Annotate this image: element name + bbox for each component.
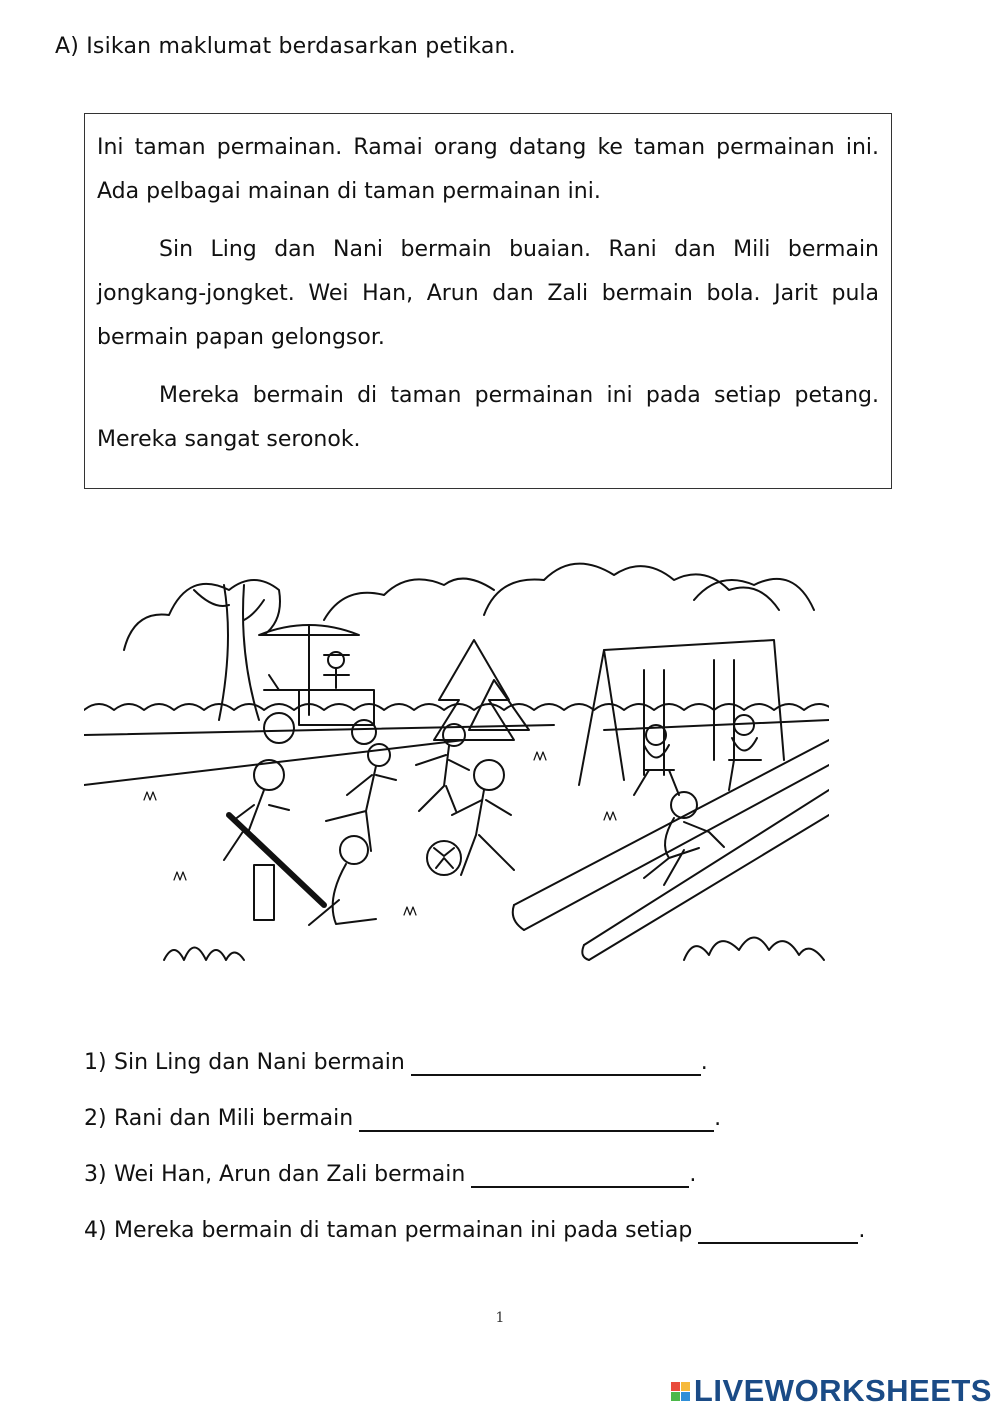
question-1 — [84, 1050, 964, 1106]
answer-blank-4[interactable] — [698, 1218, 858, 1244]
question-text: Rani dan Mili bermain — [114, 1106, 354, 1131]
answer-blank-3[interactable] — [471, 1162, 689, 1188]
question-4 — [84, 1218, 964, 1274]
passage-paragraph-3: Mereka bermain di taman permainan ini pada setiap petang. Mereka sangat seronok. — [97, 383, 879, 452]
question-end: . — [858, 1218, 866, 1243]
page-number: 1 — [495, 1310, 505, 1326]
answer-blank-1[interactable] — [411, 1050, 701, 1076]
brand-text: LIVEWORKSHEETS — [693, 1373, 992, 1408]
answer-blank-2[interactable] — [359, 1106, 714, 1132]
questions-list — [84, 1050, 964, 1274]
passage-paragraph-1: Ini taman permainan. Ramai orang datang ke taman permainan ini. Ada pelbagai mainan di taman permainan ini. — [97, 135, 879, 204]
playground-illustration — [84, 560, 829, 970]
question-text: Sin Ling dan Nani bermain — [114, 1050, 405, 1075]
instruction-heading: A) Isikan maklumat berdasarkan petikan. — [55, 34, 516, 59]
question-number: 4) — [84, 1218, 107, 1243]
question-number: 3) — [84, 1162, 107, 1187]
liveworksheets-brand[interactable] — [671, 1373, 992, 1409]
question-end: . — [714, 1106, 722, 1131]
passage-paragraph-2: Sin Ling dan Nani bermain buaian. Rani dan Mili bermain jongkang-jongket. Wei Han, Arun dan Zali bermain bola. Jarit pula bermain papan gelongsor. — [97, 237, 879, 350]
question-text: Wei Han, Arun dan Zali bermain — [114, 1162, 466, 1187]
question-text: Mereka bermain di taman permainan ini pada setiap — [114, 1218, 693, 1243]
question-end: . — [700, 1050, 708, 1075]
question-3 — [84, 1162, 964, 1218]
question-end: . — [689, 1162, 697, 1187]
question-number: 2) — [84, 1106, 107, 1131]
liveworksheets-logo-icon — [671, 1382, 690, 1401]
question-number: 1) — [84, 1050, 107, 1075]
question-2 — [84, 1106, 964, 1162]
passage-box — [84, 113, 892, 489]
